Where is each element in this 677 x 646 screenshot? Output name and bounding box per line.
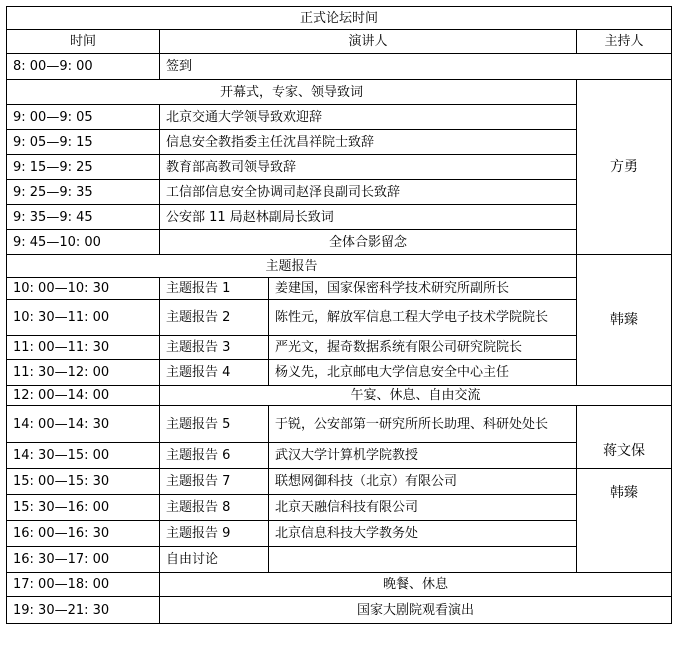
event-cell: 签到 [160, 54, 672, 80]
event-cell: 信息安全教指委主任沈昌祥院士致辞 [160, 130, 577, 155]
report-label: 自由讨论 [160, 547, 269, 573]
time-cell: 10: 30—11: 00 [7, 300, 160, 336]
speaker-cell: 严光文，握奇数据系统有限公司研究院院长 [269, 336, 577, 360]
time-cell: 12: 00—14: 00 [7, 386, 160, 406]
header-time: 时间 [7, 30, 160, 54]
speaker-cell: 陈性元，解放军信息工程大学电子技术学院院长 [269, 300, 577, 336]
header-speaker: 演讲人 [160, 30, 577, 54]
time-cell: 11: 00—11: 30 [7, 336, 160, 360]
table-row [7, 278, 672, 300]
speaker-cell [269, 547, 577, 573]
speaker-cell: 武汉大学计算机学院教授 [269, 443, 577, 469]
time-cell: 17: 00—18: 00 [7, 573, 160, 597]
table-row [7, 443, 672, 469]
table-row [7, 495, 672, 521]
table-row [7, 573, 672, 597]
title-row [7, 7, 672, 30]
table-row [7, 406, 672, 443]
table-row [7, 386, 672, 406]
table-row [7, 597, 672, 624]
event-cell: 午宴、休息、自由交流 [160, 386, 672, 406]
table-row [7, 130, 672, 155]
table-row [7, 105, 672, 130]
time-cell: 8: 00—9: 00 [7, 54, 160, 80]
speaker-cell: 杨义先，北京邮电大学信息安全中心主任 [269, 360, 577, 386]
time-cell: 9: 15—9: 25 [7, 155, 160, 180]
section-opening: 开幕式，专家、领导致词 [7, 80, 577, 105]
table-row [7, 547, 672, 573]
forum-schedule-table [6, 6, 672, 624]
event-cell: 工信部信息安全协调司赵泽良副司长致辞 [160, 180, 577, 205]
table-row [7, 155, 672, 180]
table-row [7, 180, 672, 205]
time-cell: 11: 30—12: 00 [7, 360, 160, 386]
table-title: 正式论坛时间 [7, 7, 672, 30]
time-cell: 15: 30—16: 00 [7, 495, 160, 521]
time-cell: 19: 30—21: 30 [7, 597, 160, 624]
table-row [7, 336, 672, 360]
speaker-cell: 北京天融信科技有限公司 [269, 495, 577, 521]
time-cell: 9: 45—10: 00 [7, 230, 160, 255]
table-row [7, 205, 672, 230]
host-jiangwenbao: 蒋文保 [577, 406, 672, 469]
section-row [7, 255, 672, 278]
header-row [7, 30, 672, 54]
time-cell: 14: 00—14: 30 [7, 406, 160, 443]
speaker-cell: 姜建国，国家保密科学技术研究所副所长 [269, 278, 577, 300]
table-row [7, 54, 672, 80]
event-cell: 国家大剧院观看演出 [160, 597, 672, 624]
event-cell: 全体合影留念 [160, 230, 577, 255]
time-cell: 16: 00—16: 30 [7, 521, 160, 547]
report-label: 主题报告 4 [160, 360, 269, 386]
report-label: 主题报告 2 [160, 300, 269, 336]
host-hanzhen-1: 韩臻 [577, 255, 672, 386]
table-row [7, 360, 672, 386]
report-label: 主题报告 9 [160, 521, 269, 547]
report-label: 主题报告 3 [160, 336, 269, 360]
table-row [7, 469, 672, 495]
time-cell: 16: 30—17: 00 [7, 547, 160, 573]
table-row [7, 230, 672, 255]
time-cell: 9: 25—9: 35 [7, 180, 160, 205]
time-cell: 15: 00—15: 30 [7, 469, 160, 495]
event-cell: 晚餐、休息 [160, 573, 672, 597]
section-row [7, 80, 672, 105]
table-row [7, 300, 672, 336]
time-cell: 9: 35—9: 45 [7, 205, 160, 230]
host-fangyong: 方勇 [577, 80, 672, 255]
time-cell: 14: 30—15: 00 [7, 443, 160, 469]
time-cell: 9: 00—9: 05 [7, 105, 160, 130]
speaker-cell: 北京信息科技大学教务处 [269, 521, 577, 547]
host-hanzhen-2: 韩臻 [577, 469, 672, 573]
schedule-container [6, 6, 672, 624]
event-cell: 教育部高教司领导致辞 [160, 155, 577, 180]
section-keynote: 主题报告 [7, 255, 577, 278]
report-label: 主题报告 1 [160, 278, 269, 300]
event-cell: 公安部 11 局赵林副局长致词 [160, 205, 577, 230]
time-cell: 10: 00—10: 30 [7, 278, 160, 300]
report-label: 主题报告 7 [160, 469, 269, 495]
report-label: 主题报告 8 [160, 495, 269, 521]
time-cell: 9: 05—9: 15 [7, 130, 160, 155]
speaker-cell: 联想网御科技（北京）有限公司 [269, 469, 577, 495]
speaker-cell: 于锐，公安部第一研究所所长助理、科研处处长 [269, 406, 577, 443]
event-cell: 北京交通大学领导致欢迎辞 [160, 105, 577, 130]
report-label: 主题报告 6 [160, 443, 269, 469]
header-host: 主持人 [577, 30, 672, 54]
report-label: 主题报告 5 [160, 406, 269, 443]
table-row [7, 521, 672, 547]
